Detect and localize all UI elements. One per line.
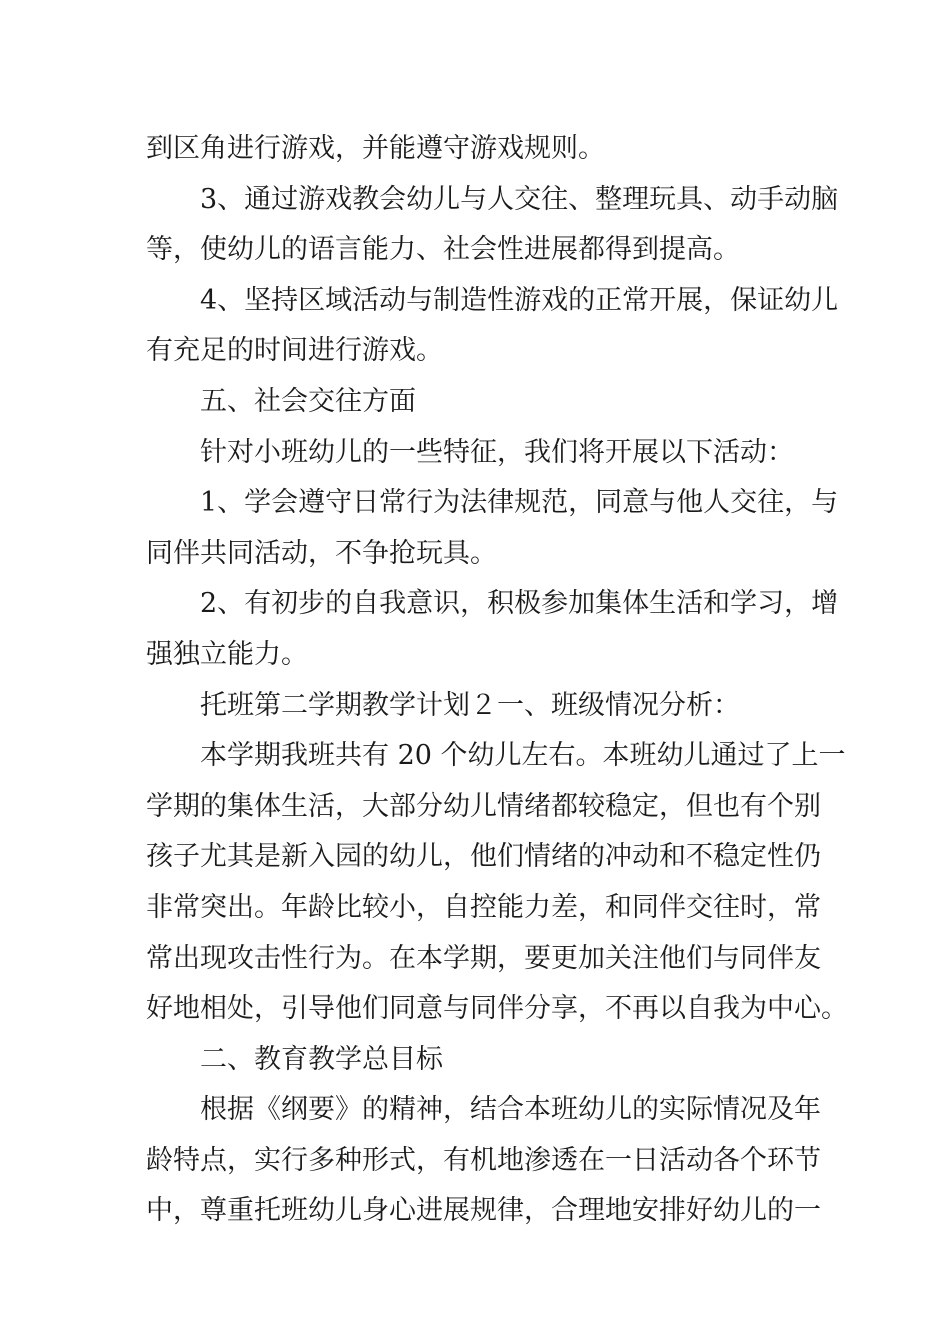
text-line: 到区角进行游戏，并能遵守游戏规则。 [146,133,605,164]
section-heading: 二、教育教学总目标 [200,1043,443,1075]
text-line: 强独立能力。 [146,638,308,670]
text-line: 根据《纲要》的精神，结合本班幼儿的实际情况及年 [200,1094,821,1126]
section-heading: 托班第二学期教学计划２一、班级情况分析： [200,689,740,721]
text-line: 好地相处，引导他们同意与同伴分享，不再以自我为中心。 [146,993,848,1025]
text-line: 有充足的时间进行游戏。 [146,335,443,367]
section-heading: 五、社会交往方面 [200,385,416,417]
text-line: 本学期我班共有 20 个幼儿左右。本班幼儿通过了上一 [200,740,846,772]
text-line: 龄特点，实行多种形式，有机地渗透在一日活动各个环节 [146,1144,821,1176]
text-line: 学期的集体生活，大部分幼儿情绪都较稳定，但也有个别 [146,790,821,822]
text-line: 非常突出。年龄比较小，自控能力差，和同伴交往时，常 [146,891,821,923]
text-line: 常出现攻击性行为。在本学期，要更加关注他们与同伴友 [146,942,821,974]
text-line: 孩子尤其是新入园的幼儿，他们情绪的冲动和不稳定性仍 [146,841,821,873]
text-line: 针对小班幼儿的一些特征，我们将开展以下活动： [200,436,794,468]
document-body [146,124,848,1237]
text-line: 3、通过游戏教会幼儿与人交往、整理玩具、动手动脑 [200,183,839,215]
text-line: 1、学会遵守日常行为法律规范，同意与他人交往，与 [200,487,839,519]
text-line: 中，尊重托班幼儿身心进展规律，合理地安排好幼儿的一 [146,1195,821,1227]
text-line: 等，使幼儿的语言能力、社会性进展都得到提高。 [146,234,740,266]
text-line: 同伴共同活动，不争抢玩具。 [146,537,497,569]
text-line: 4、坚持区域活动与制造性游戏的正常开展，保证幼儿 [200,284,839,316]
text-line: 2、有初步的自我意识，积极参加集体生活和学习，增 [200,588,839,620]
